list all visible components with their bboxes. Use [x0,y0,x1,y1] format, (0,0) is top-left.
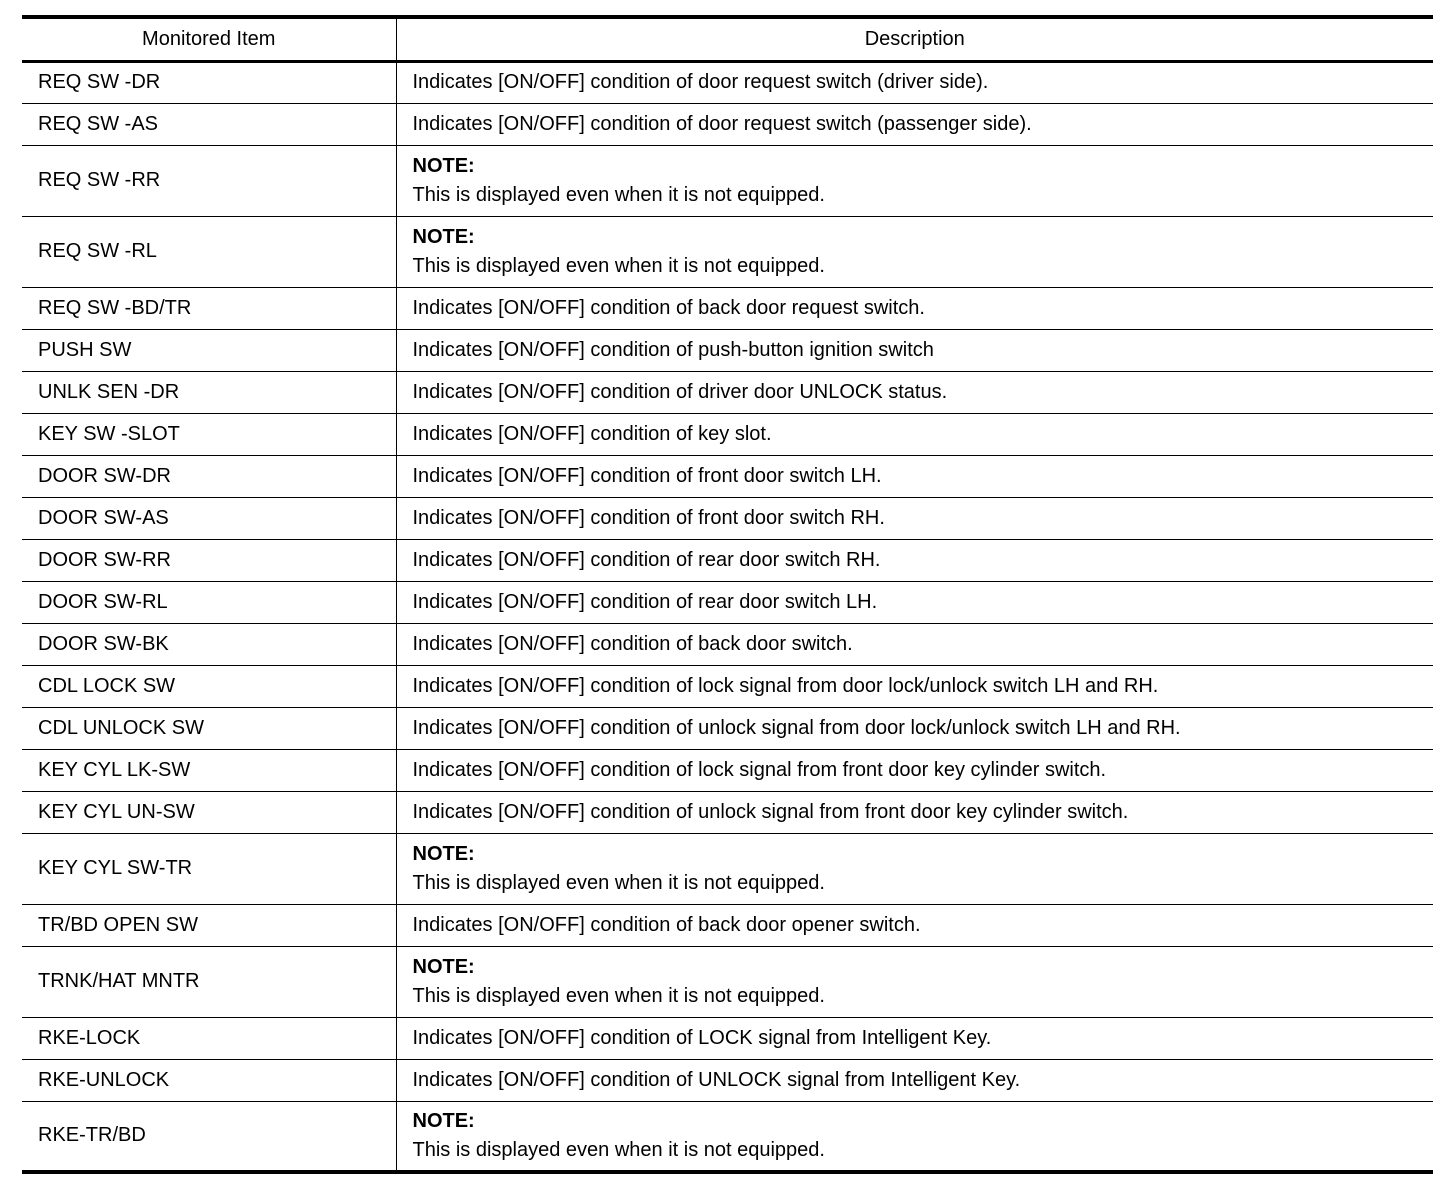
monitored-item-cell: UNLK SEN -DR [22,371,396,413]
monitored-item-cell: PUSH SW [22,329,396,371]
description-cell: Indicates [ON/OFF] condition of rear door switch LH. [396,581,1433,623]
table-row [22,623,1433,665]
note-text: This is displayed even when it is not equipped. [412,871,825,894]
table-row [22,539,1433,581]
table-row [22,497,1433,539]
table-row [22,749,1433,791]
monitored-item-cell: DOOR SW-RR [22,539,396,581]
column-header-monitored-item: Monitored Item [22,17,396,61]
note-label: NOTE: [412,1109,475,1132]
table-row [22,791,1433,833]
monitored-item-cell: DOOR SW-BK [22,623,396,665]
monitored-item-cell: DOOR SW-AS [22,497,396,539]
description-cell [396,145,1433,216]
monitored-item-cell: CDL LOCK SW [22,665,396,707]
monitored-item-cell: RKE-TR/BD [22,1101,396,1172]
monitored-item-cell: RKE-LOCK [22,1017,396,1059]
note-text: This is displayed even when it is not equipped. [412,183,825,206]
monitored-item-cell: REQ SW -RR [22,145,396,216]
description-cell: Indicates [ON/OFF] condition of lock signal from front door key cylinder switch. [396,749,1433,791]
note-text: This is displayed even when it is not equipped. [412,254,825,277]
table-row [22,61,1433,103]
note-text: This is displayed even when it is not equipped. [412,1138,825,1161]
table-row [22,145,1433,216]
monitor-item-table-container [22,15,1433,1174]
description-cell: Indicates [ON/OFF] condition of driver door UNLOCK status. [396,371,1433,413]
table-row [22,103,1433,145]
monitored-item-cell: DOOR SW-RL [22,581,396,623]
monitored-item-cell: TR/BD OPEN SW [22,904,396,946]
table-row [22,413,1433,455]
description-cell: Indicates [ON/OFF] condition of back door switch. [396,623,1433,665]
note-label: NOTE: [412,225,475,248]
monitored-item-cell: RKE-UNLOCK [22,1059,396,1101]
table-row [22,833,1433,904]
description-cell: Indicates [ON/OFF] condition of unlock signal from door lock/unlock switch LH and RH. [396,707,1433,749]
monitored-item-cell: KEY CYL SW-TR [22,833,396,904]
description-cell: Indicates [ON/OFF] condition of door request switch (driver side). [396,61,1433,103]
table-row [22,1101,1433,1172]
table-header-row [22,17,1433,61]
monitored-item-cell: KEY CYL LK-SW [22,749,396,791]
description-cell: Indicates [ON/OFF] condition of front door switch RH. [396,497,1433,539]
description-cell: Indicates [ON/OFF] condition of door request switch (passenger side). [396,103,1433,145]
table-row [22,581,1433,623]
column-header-description: Description [396,17,1433,61]
table-row [22,216,1433,287]
table-row [22,707,1433,749]
monitored-item-cell: KEY CYL UN-SW [22,791,396,833]
description-cell: Indicates [ON/OFF] condition of push-button ignition switch [396,329,1433,371]
monitored-item-cell: DOOR SW-DR [22,455,396,497]
monitored-item-cell: KEY SW -SLOT [22,413,396,455]
monitored-item-cell: CDL UNLOCK SW [22,707,396,749]
note-label: NOTE: [412,842,475,865]
table-row [22,665,1433,707]
description-cell: Indicates [ON/OFF] condition of back door request switch. [396,287,1433,329]
description-cell: Indicates [ON/OFF] condition of LOCK signal from Intelligent Key. [396,1017,1433,1059]
description-cell: Indicates [ON/OFF] condition of UNLOCK signal from Intelligent Key. [396,1059,1433,1101]
monitored-item-cell: REQ SW -AS [22,103,396,145]
table-row [22,1017,1433,1059]
monitored-item-cell: REQ SW -RL [22,216,396,287]
table-row [22,287,1433,329]
monitored-item-cell: REQ SW -DR [22,61,396,103]
monitored-item-cell: TRNK/HAT MNTR [22,946,396,1017]
description-cell: Indicates [ON/OFF] condition of front door switch LH. [396,455,1433,497]
description-cell: Indicates [ON/OFF] condition of unlock signal from front door key cylinder switch. [396,791,1433,833]
table-row [22,371,1433,413]
table-row [22,904,1433,946]
monitored-item-cell: REQ SW -BD/TR [22,287,396,329]
description-cell [396,1101,1433,1172]
table-row [22,1059,1433,1101]
description-cell: Indicates [ON/OFF] condition of rear door switch RH. [396,539,1433,581]
description-cell: Indicates [ON/OFF] condition of key slot. [396,413,1433,455]
note-label: NOTE: [412,154,475,177]
note-label: NOTE: [412,955,475,978]
description-cell: Indicates [ON/OFF] condition of back door opener switch. [396,904,1433,946]
table-body [22,61,1433,1172]
table-row [22,455,1433,497]
table-row [22,946,1433,1017]
description-cell: Indicates [ON/OFF] condition of lock signal from door lock/unlock switch LH and RH. [396,665,1433,707]
monitor-item-table [22,15,1433,1174]
description-cell [396,216,1433,287]
table-row [22,329,1433,371]
note-text: This is displayed even when it is not equipped. [412,984,825,1007]
description-cell [396,833,1433,904]
description-cell [396,946,1433,1017]
